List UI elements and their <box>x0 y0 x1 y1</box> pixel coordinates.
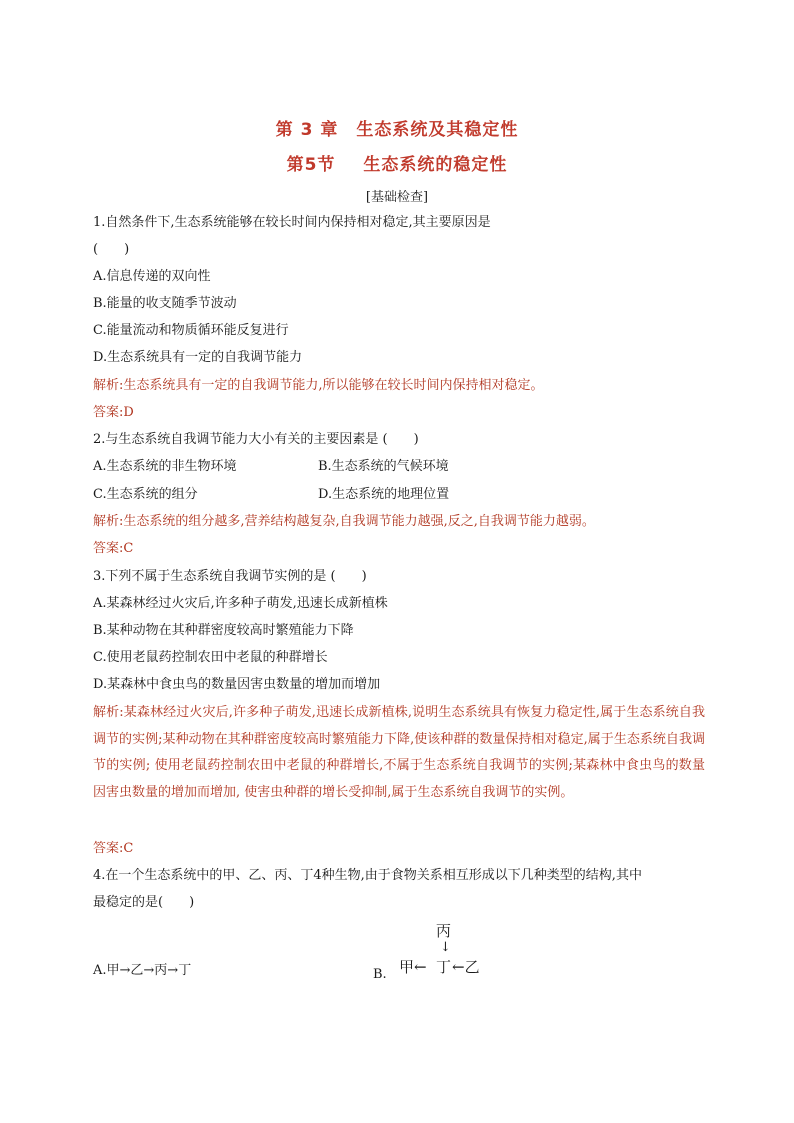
q3-stem: 3.下列不属于生态系统自我调节实例的是 ( ) <box>93 569 367 584</box>
section-number: 第5节 <box>286 155 336 175</box>
q2-answer: 答案:C <box>93 541 134 556</box>
q4-option-b-label: B. <box>373 967 387 982</box>
q1-paren: ( ) <box>93 242 130 257</box>
subtitle: [基础检查] <box>365 190 429 205</box>
q3-analysis: 解析:某森林经过火灾后,许多种子萌发,迅速长成新植株,说明生态系统具有恢复力稳定性,属于生态系统自我调节的实例;某种动物在其种群密度较高时繁殖能力下降,使该种群的数量保持相对稳定,属于生态系统自我调节的实例; 使用老鼠药控制农田中老鼠的种群增长,不属于生态系统自我调节的实例;某森林中食虫鸟的数量因害虫数量的增加而增加, 使害虫种群的增长受抑制,属于生态系统自我调节的实例。 <box>93 705 705 800</box>
q3-option-b: B.某种动物在其种群密度较高时繁殖能力下降 <box>93 623 354 638</box>
q1-analysis: 解析:生态系统具有一定的自我调节能力,所以能够在较长时间内保持相对稳定。 <box>93 378 544 393</box>
section-name: 生态系统的稳定性 <box>363 155 508 175</box>
chapter-title: 第 3 章 生态系统及其稳定性 <box>275 120 519 140</box>
q2-option-d: D.生态系统的地理位置 <box>318 487 450 502</box>
q3-option-d: D.某森林中食虫鸟的数量因害虫数量的增加而增加 <box>93 677 381 692</box>
q1-answer: 答案:D <box>93 405 134 420</box>
arrow-down-icon: ↓ <box>440 940 451 955</box>
fig-node-yi: ←乙 <box>452 958 480 976</box>
food-web-figure-b <box>395 918 495 988</box>
section-title <box>0 150 794 175</box>
q3-answer: 答案:C <box>93 841 134 856</box>
q2-option-b: B.生态系统的气候环境 <box>318 459 449 474</box>
q4-option-a: A.甲→乙→丙→丁 <box>93 963 192 978</box>
q4-stem-line2: 最稳定的是( ) <box>93 895 195 910</box>
q1-option-a: A.信息传递的双向性 <box>93 269 211 284</box>
q2-analysis: 解析:生态系统的组分越多,营养结构越复杂,自我调节能力越强,反之,自我调节能力越弱。 <box>93 514 595 529</box>
q3-option-c: C.使用老鼠药控制农田中老鼠的种群增长 <box>93 650 328 665</box>
q2-stem: 2.与生态系统自我调节能力大小有关的主要因素是 ( ) <box>93 432 419 447</box>
fig-node-jia: 甲← <box>399 958 427 976</box>
q3-option-a: A.某森林经过火灾后,许多种子萌发,迅速长成新植株 <box>93 596 388 611</box>
q1-option-c: C.能量流动和物质循环能反复进行 <box>93 323 289 338</box>
q1-stem: 1.自然条件下,生态系统能够在较长时间内保持相对稳定,其主要原因是 <box>93 215 491 230</box>
q1-option-b: B.能量的收支随季节波动 <box>93 296 237 311</box>
q1-option-d: D.生态系统具有一定的自我调节能力 <box>93 350 303 365</box>
q2-option-c: C.生态系统的组分 <box>93 487 198 502</box>
q4-stem-line1: 4.在一个生态系统中的甲、乙、丙、丁4种生物,由于食物关系相互形成以下几种类型的结构,其中 <box>93 868 642 883</box>
q2-option-a: A.生态系统的非生物环境 <box>93 459 237 474</box>
fig-node-ding: 丁 <box>436 958 452 976</box>
fig-node-bing: 丙 <box>436 922 452 940</box>
